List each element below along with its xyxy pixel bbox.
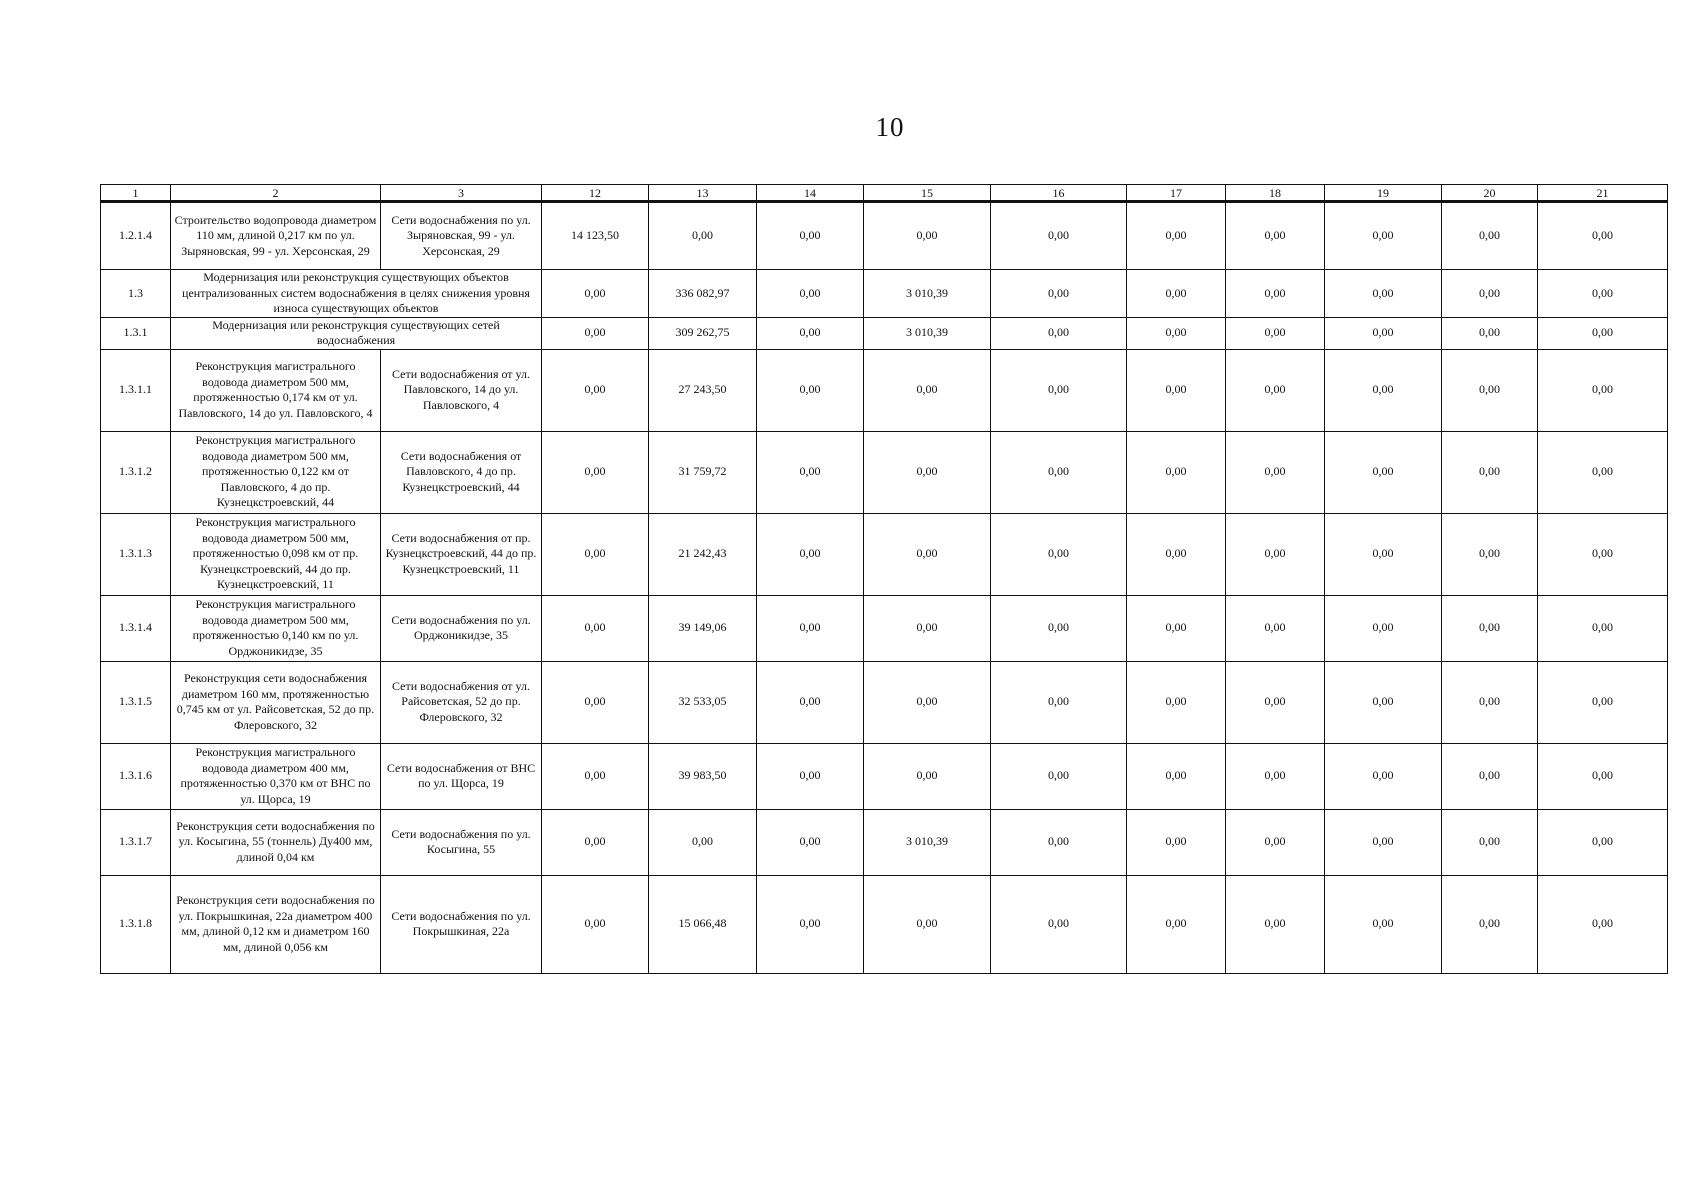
value-cell: 0,00 bbox=[1538, 202, 1668, 270]
value-cell: 0,00 bbox=[542, 431, 649, 513]
column-number-cell: 2 bbox=[171, 185, 381, 202]
column-number-cell: 15 bbox=[864, 185, 991, 202]
value-cell: 0,00 bbox=[1538, 431, 1668, 513]
table-row bbox=[101, 513, 1668, 595]
value-cell: 0,00 bbox=[542, 743, 649, 809]
page-number: 10 bbox=[875, 112, 905, 142]
value-cell: 0,00 bbox=[991, 809, 1127, 875]
value-cell: 31 759,72 bbox=[649, 431, 757, 513]
value-cell: 3 010,39 bbox=[864, 270, 991, 318]
value-cell: 0,00 bbox=[1127, 743, 1226, 809]
value-cell: 0,00 bbox=[1442, 513, 1538, 595]
value-cell: 0,00 bbox=[649, 809, 757, 875]
value-cell: 0,00 bbox=[1442, 661, 1538, 743]
value-cell: 0,00 bbox=[1325, 661, 1442, 743]
item-description-cell: Реконструкция магистрального водовода диаметром 400 мм, протяженностью 0,370 км от ВНС по ул. Щорса, 19 bbox=[171, 743, 381, 809]
value-cell: 0,00 bbox=[542, 809, 649, 875]
value-cell: 0,00 bbox=[542, 595, 649, 661]
item-code-cell: 1.3.1.1 bbox=[101, 349, 171, 431]
item-location-cell: Сети водоснабжения по ул. Орджоникидзе, 35 bbox=[381, 595, 542, 661]
value-cell: 0,00 bbox=[542, 317, 649, 349]
table-row bbox=[101, 809, 1668, 875]
item-location-cell: Сети водоснабжения от ул. Райсоветская, 52 до пр. Флеровского, 32 bbox=[381, 661, 542, 743]
column-number-cell: 13 bbox=[649, 185, 757, 202]
item-description-cell: Реконструкция магистрального водовода диаметром 500 мм, протяженностью 0,174 км от ул. Павловского, 14 до ул. Павловского, 4 bbox=[171, 349, 381, 431]
value-cell: 0,00 bbox=[1538, 661, 1668, 743]
value-cell: 0,00 bbox=[1127, 809, 1226, 875]
value-cell: 0,00 bbox=[991, 595, 1127, 661]
value-cell: 0,00 bbox=[864, 202, 991, 270]
value-cell: 0,00 bbox=[757, 875, 864, 973]
value-cell: 0,00 bbox=[757, 431, 864, 513]
table-row bbox=[101, 743, 1668, 809]
value-cell: 0,00 bbox=[1325, 431, 1442, 513]
item-location-cell: Сети водоснабжения от ВНС по ул. Щорса, 19 bbox=[381, 743, 542, 809]
value-cell: 0,00 bbox=[1226, 270, 1325, 318]
value-cell: 0,00 bbox=[991, 661, 1127, 743]
value-cell: 0,00 bbox=[1325, 270, 1442, 318]
investment-table bbox=[100, 184, 1668, 974]
value-cell: 0,00 bbox=[1127, 875, 1226, 973]
item-description-cell: Реконструкция сети водоснабжения диаметром 160 мм, протяженностью 0,745 км от ул. Райсоветская, 52 до пр. Флеровского, 32 bbox=[171, 661, 381, 743]
column-number-cell: 1 bbox=[101, 185, 171, 202]
value-cell: 0,00 bbox=[1127, 595, 1226, 661]
value-cell: 0,00 bbox=[1127, 431, 1226, 513]
value-cell: 0,00 bbox=[542, 875, 649, 973]
value-cell: 0,00 bbox=[1538, 349, 1668, 431]
value-cell: 0,00 bbox=[1538, 513, 1668, 595]
value-cell: 39 149,06 bbox=[649, 595, 757, 661]
value-cell: 0,00 bbox=[991, 270, 1127, 318]
item-description-cell: Модернизация или реконструкция существующих объектов централизованных систем водоснабжения в целях снижения уровня износа существующих объектов bbox=[171, 270, 542, 318]
value-cell: 0,00 bbox=[991, 317, 1127, 349]
value-cell: 0,00 bbox=[757, 661, 864, 743]
value-cell: 0,00 bbox=[1127, 317, 1226, 349]
value-cell: 0,00 bbox=[542, 270, 649, 318]
column-number-cell: 17 bbox=[1127, 185, 1226, 202]
column-number-cell: 19 bbox=[1325, 185, 1442, 202]
item-code-cell: 1.2.1.4 bbox=[101, 202, 171, 270]
item-description-cell: Строительство водопровода диаметром 110 мм, длиной 0,217 км по ул. Зыряновская, 99 - ул. Херсонская, 29 bbox=[171, 202, 381, 270]
value-cell: 15 066,48 bbox=[649, 875, 757, 973]
value-cell: 0,00 bbox=[864, 875, 991, 973]
value-cell: 0,00 bbox=[1442, 431, 1538, 513]
table-row bbox=[101, 317, 1668, 349]
value-cell: 0,00 bbox=[1442, 595, 1538, 661]
value-cell: 0,00 bbox=[757, 595, 864, 661]
value-cell: 0,00 bbox=[991, 875, 1127, 973]
value-cell: 0,00 bbox=[1442, 317, 1538, 349]
value-cell: 0,00 bbox=[864, 431, 991, 513]
value-cell: 0,00 bbox=[1127, 661, 1226, 743]
value-cell: 0,00 bbox=[757, 349, 864, 431]
value-cell: 0,00 bbox=[757, 317, 864, 349]
value-cell: 0,00 bbox=[1226, 202, 1325, 270]
item-code-cell: 1.3.1 bbox=[101, 317, 171, 349]
value-cell: 0,00 bbox=[1226, 875, 1325, 973]
value-cell: 0,00 bbox=[1538, 809, 1668, 875]
value-cell: 0,00 bbox=[1538, 595, 1668, 661]
value-cell: 0,00 bbox=[757, 743, 864, 809]
value-cell: 0,00 bbox=[864, 349, 991, 431]
value-cell: 14 123,50 bbox=[542, 202, 649, 270]
table-row bbox=[101, 349, 1668, 431]
item-code-cell: 1.3.1.5 bbox=[101, 661, 171, 743]
item-location-cell: Сети водоснабжения от ул. Павловского, 14 до ул. Павловского, 4 bbox=[381, 349, 542, 431]
value-cell: 0,00 bbox=[991, 202, 1127, 270]
table-body bbox=[101, 185, 1668, 974]
value-cell: 0,00 bbox=[1226, 743, 1325, 809]
value-cell: 0,00 bbox=[757, 809, 864, 875]
value-cell: 0,00 bbox=[1538, 743, 1668, 809]
value-cell: 0,00 bbox=[1226, 661, 1325, 743]
column-number-cell: 16 bbox=[991, 185, 1127, 202]
value-cell: 0,00 bbox=[1442, 743, 1538, 809]
value-cell: 0,00 bbox=[757, 513, 864, 595]
item-location-cell: Сети водоснабжения от Павловского, 4 до пр. Кузнецкстроевский, 44 bbox=[381, 431, 542, 513]
value-cell: 0,00 bbox=[1325, 743, 1442, 809]
value-cell: 0,00 bbox=[542, 661, 649, 743]
value-cell: 0,00 bbox=[1442, 875, 1538, 973]
table-row bbox=[101, 431, 1668, 513]
value-cell: 0,00 bbox=[1226, 809, 1325, 875]
value-cell: 27 243,50 bbox=[649, 349, 757, 431]
value-cell: 0,00 bbox=[1226, 595, 1325, 661]
value-cell: 0,00 bbox=[1325, 202, 1442, 270]
item-code-cell: 1.3.1.7 bbox=[101, 809, 171, 875]
value-cell: 0,00 bbox=[1538, 875, 1668, 973]
table-row bbox=[101, 202, 1668, 270]
value-cell: 0,00 bbox=[864, 661, 991, 743]
item-code-cell: 1.3 bbox=[101, 270, 171, 318]
item-location-cell: Сети водоснабжения от пр. Кузнецкстроевский, 44 до пр. Кузнецкстроевский, 11 bbox=[381, 513, 542, 595]
value-cell: 0,00 bbox=[1226, 317, 1325, 349]
value-cell: 0,00 bbox=[1442, 270, 1538, 318]
table-row bbox=[101, 270, 1668, 318]
column-number-cell: 21 bbox=[1538, 185, 1668, 202]
value-cell: 0,00 bbox=[1127, 513, 1226, 595]
value-cell: 0,00 bbox=[864, 595, 991, 661]
value-cell: 309 262,75 bbox=[649, 317, 757, 349]
value-cell: 0,00 bbox=[1226, 513, 1325, 595]
column-number-cell: 12 bbox=[542, 185, 649, 202]
value-cell: 0,00 bbox=[1226, 349, 1325, 431]
item-code-cell: 1.3.1.8 bbox=[101, 875, 171, 973]
table-row bbox=[101, 595, 1668, 661]
value-cell: 32 533,05 bbox=[649, 661, 757, 743]
value-cell: 0,00 bbox=[649, 202, 757, 270]
column-number-cell: 14 bbox=[757, 185, 864, 202]
value-cell: 0,00 bbox=[1325, 349, 1442, 431]
value-cell: 3 010,39 bbox=[864, 809, 991, 875]
value-cell: 21 242,43 bbox=[649, 513, 757, 595]
column-number-header-row bbox=[101, 185, 1668, 202]
item-code-cell: 1.3.1.6 bbox=[101, 743, 171, 809]
value-cell: 0,00 bbox=[1442, 809, 1538, 875]
value-cell: 0,00 bbox=[864, 743, 991, 809]
item-description-cell: Реконструкция магистрального водовода диаметром 500 мм, протяженностью 0,098 км от пр. Кузнецкстроевский, 44 до пр. Кузнецкстроевский, 11 bbox=[171, 513, 381, 595]
value-cell: 0,00 bbox=[1325, 513, 1442, 595]
value-cell: 0,00 bbox=[991, 743, 1127, 809]
item-code-cell: 1.3.1.3 bbox=[101, 513, 171, 595]
table-row bbox=[101, 875, 1668, 973]
item-description-cell: Реконструкция сети водоснабжения по ул. Косыгина, 55 (тоннель) Ду400 мм, длиной 0,04 км bbox=[171, 809, 381, 875]
value-cell: 0,00 bbox=[542, 513, 649, 595]
value-cell: 0,00 bbox=[542, 349, 649, 431]
value-cell: 0,00 bbox=[1325, 317, 1442, 349]
value-cell: 0,00 bbox=[757, 270, 864, 318]
value-cell: 0,00 bbox=[991, 349, 1127, 431]
value-cell: 0,00 bbox=[1325, 809, 1442, 875]
value-cell: 0,00 bbox=[864, 513, 991, 595]
value-cell: 0,00 bbox=[1442, 349, 1538, 431]
value-cell: 0,00 bbox=[991, 513, 1127, 595]
value-cell: 0,00 bbox=[1226, 431, 1325, 513]
value-cell: 39 983,50 bbox=[649, 743, 757, 809]
value-cell: 0,00 bbox=[1127, 202, 1226, 270]
value-cell: 0,00 bbox=[1538, 317, 1668, 349]
value-cell: 0,00 bbox=[1325, 875, 1442, 973]
value-cell: 0,00 bbox=[991, 431, 1127, 513]
table-row bbox=[101, 661, 1668, 743]
item-description-cell: Модернизация или реконструкция существующих сетей водоснабжения bbox=[171, 317, 542, 349]
value-cell: 0,00 bbox=[1127, 349, 1226, 431]
item-location-cell: Сети водоснабжения по ул. Покрышкиная, 22а bbox=[381, 875, 542, 973]
value-cell: 0,00 bbox=[1442, 202, 1538, 270]
item-description-cell: Реконструкция магистрального водовода диаметром 500 мм, протяженностью 0,122 км от Павловского, 4 до пр. Кузнецкстроевский, 44 bbox=[171, 431, 381, 513]
value-cell: 0,00 bbox=[1127, 270, 1226, 318]
item-description-cell: Реконструкция магистрального водовода диаметром 500 мм, протяженностью 0,140 км по ул. Орджоникидзе, 35 bbox=[171, 595, 381, 661]
item-code-cell: 1.3.1.2 bbox=[101, 431, 171, 513]
column-number-cell: 20 bbox=[1442, 185, 1538, 202]
value-cell: 336 082,97 bbox=[649, 270, 757, 318]
value-cell: 0,00 bbox=[1325, 595, 1442, 661]
item-location-cell: Сети водоснабжения по ул. Зыряновская, 99 - ул. Херсонская, 29 bbox=[381, 202, 542, 270]
item-code-cell: 1.3.1.4 bbox=[101, 595, 171, 661]
value-cell: 3 010,39 bbox=[864, 317, 991, 349]
item-description-cell: Реконструкция сети водоснабжения по ул. Покрышкиная, 22а диаметром 400 мм, длиной 0,12 км и диаметром 160 мм, длиной 0,056 км bbox=[171, 875, 381, 973]
value-cell: 0,00 bbox=[757, 202, 864, 270]
value-cell: 0,00 bbox=[1538, 270, 1668, 318]
column-number-cell: 3 bbox=[381, 185, 542, 202]
item-location-cell: Сети водоснабжения по ул. Косыгина, 55 bbox=[381, 809, 542, 875]
column-number-cell: 18 bbox=[1226, 185, 1325, 202]
